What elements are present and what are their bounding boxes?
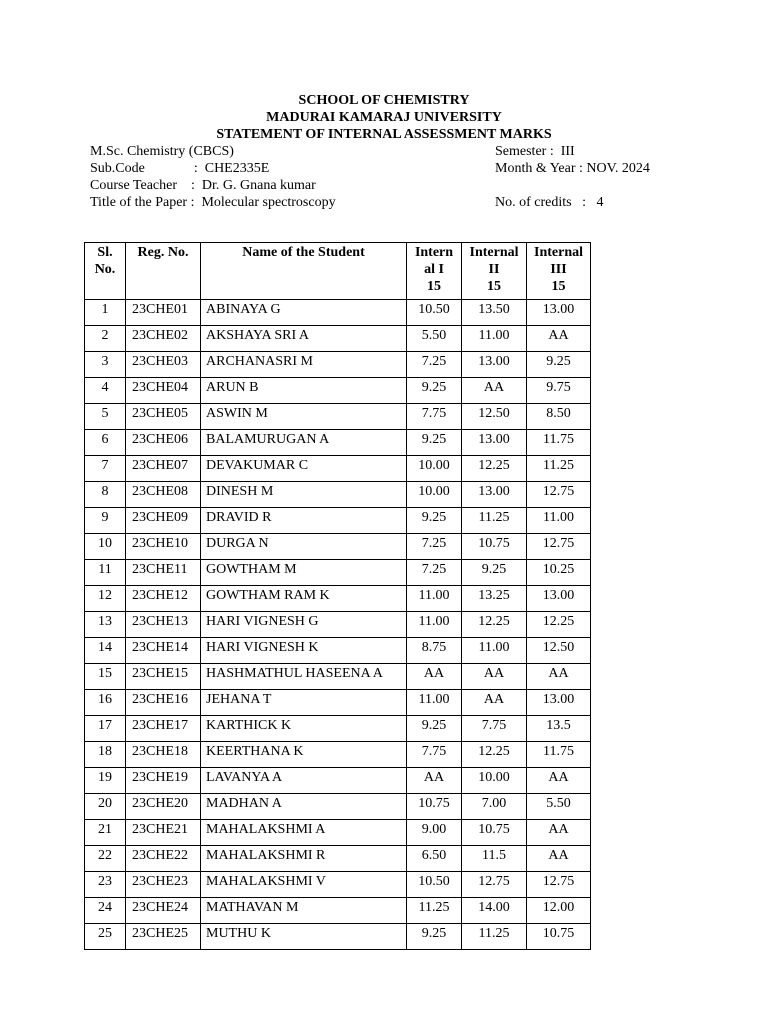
sl-no-cell: 17	[85, 716, 126, 742]
student-name-cell: GOWTHAM RAM K	[201, 586, 407, 612]
student-name-cell: GOWTHAM M	[201, 560, 407, 586]
internal-1-cell: AA	[407, 768, 462, 794]
internal-1-cell: 11.25	[407, 898, 462, 924]
internal-1-cell: 9.25	[407, 430, 462, 456]
header-internal-1-line1: Intern	[414, 245, 454, 260]
internal-3-cell: 12.50	[527, 638, 591, 664]
marks-table	[84, 242, 591, 950]
internal-1-cell: 11.00	[407, 586, 462, 612]
internal-3-cell: 12.00	[527, 898, 591, 924]
internal-2-cell: AA	[462, 378, 527, 404]
header-sl-no: Sl. No.	[85, 243, 126, 300]
header-internal-3-line2: III	[550, 262, 567, 277]
sl-no-cell: 21	[85, 820, 126, 846]
internal-1-cell: AA	[407, 664, 462, 690]
reg-no-cell: 23CHE17	[126, 716, 201, 742]
internal-1-cell: 10.50	[407, 300, 462, 326]
header-internal-2	[462, 243, 527, 300]
student-name-cell: MADHAN A	[201, 794, 407, 820]
table-header-row	[85, 243, 591, 300]
table-row	[85, 716, 591, 742]
table-row	[85, 534, 591, 560]
reg-no-cell: 23CHE24	[126, 898, 201, 924]
reg-no-cell: 23CHE09	[126, 508, 201, 534]
internal-2-cell: 11.5	[462, 846, 527, 872]
marks-table-body	[85, 300, 591, 950]
internal-2-cell: 12.25	[462, 456, 527, 482]
sl-no-cell: 12	[85, 586, 126, 612]
table-row	[85, 742, 591, 768]
reg-no-cell: 23CHE12	[126, 586, 201, 612]
reg-no-cell: 23CHE22	[126, 846, 201, 872]
internal-3-cell: AA	[527, 820, 591, 846]
school-title: SCHOOL OF CHEMISTRY	[298, 93, 470, 108]
reg-no-cell: 23CHE16	[126, 690, 201, 716]
table-row	[85, 352, 591, 378]
internal-3-cell: 9.75	[527, 378, 591, 404]
internal-1-cell: 9.00	[407, 820, 462, 846]
table-row	[85, 378, 591, 404]
header-internal-1	[407, 243, 462, 300]
internal-1-cell: 9.25	[407, 378, 462, 404]
reg-no-cell: 23CHE23	[126, 872, 201, 898]
student-name-cell: DURGA N	[201, 534, 407, 560]
internal-2-cell: 13.00	[462, 352, 527, 378]
semester: Semester : III	[495, 144, 575, 159]
internal-3-cell: 12.75	[527, 534, 591, 560]
internal-3-cell: AA	[527, 768, 591, 794]
internal-3-cell: 13.5	[527, 716, 591, 742]
sl-no-cell: 6	[85, 430, 126, 456]
internal-1-cell: 10.75	[407, 794, 462, 820]
sl-no-cell: 25	[85, 924, 126, 950]
internal-3-cell: 13.00	[527, 690, 591, 716]
table-row	[85, 872, 591, 898]
table-row	[85, 430, 591, 456]
internal-3-cell: 11.75	[527, 742, 591, 768]
reg-no-cell: 23CHE05	[126, 404, 201, 430]
header-internal-2-line2: II	[488, 262, 500, 277]
reg-no-cell: 23CHE02	[126, 326, 201, 352]
internal-2-cell: 13.00	[462, 430, 527, 456]
internal-1-cell: 6.50	[407, 846, 462, 872]
header-reg-no: Reg. No.	[126, 243, 201, 300]
sl-no-cell: 20	[85, 794, 126, 820]
internal-2-cell: 10.75	[462, 820, 527, 846]
internal-3-cell: 8.50	[527, 404, 591, 430]
sl-no-cell: 16	[85, 690, 126, 716]
table-row	[85, 898, 591, 924]
header-internal-3-line1: Internal	[534, 245, 583, 260]
internal-3-cell: 13.00	[527, 586, 591, 612]
internal-1-cell: 7.25	[407, 560, 462, 586]
internal-2-cell: 11.25	[462, 508, 527, 534]
internal-1-cell: 10.00	[407, 482, 462, 508]
internal-2-cell: 12.50	[462, 404, 527, 430]
table-row	[85, 664, 591, 690]
header-internal-1-line2: al I	[424, 262, 444, 277]
student-name-cell: BALAMURUGAN A	[201, 430, 407, 456]
student-name-cell: HASHMATHUL HASEENA A	[201, 664, 407, 690]
internal-2-cell: 7.75	[462, 716, 527, 742]
reg-no-cell: 23CHE15	[126, 664, 201, 690]
table-row	[85, 482, 591, 508]
table-row	[85, 300, 591, 326]
sl-no-cell: 8	[85, 482, 126, 508]
reg-no-cell: 23CHE08	[126, 482, 201, 508]
internal-2-cell: 12.75	[462, 872, 527, 898]
reg-no-cell: 23CHE25	[126, 924, 201, 950]
sub-code: Sub.Code : CHE2335E	[90, 161, 270, 176]
header-internal-1-max: 15	[427, 279, 441, 294]
internal-3-cell: 11.25	[527, 456, 591, 482]
internal-1-cell: 9.25	[407, 924, 462, 950]
table-row	[85, 404, 591, 430]
internal-3-cell: 10.25	[527, 560, 591, 586]
internal-1-cell: 10.00	[407, 456, 462, 482]
student-name-cell: MUTHU K	[201, 924, 407, 950]
reg-no-cell: 23CHE21	[126, 820, 201, 846]
internal-3-cell: AA	[527, 846, 591, 872]
month-year: Month & Year : NOV. 2024	[495, 161, 650, 176]
internal-2-cell: AA	[462, 664, 527, 690]
sl-no-cell: 19	[85, 768, 126, 794]
table-row	[85, 690, 591, 716]
student-name-cell: ARUN B	[201, 378, 407, 404]
sl-no-cell: 4	[85, 378, 126, 404]
sl-no-cell: 15	[85, 664, 126, 690]
header-internal-3-max: 15	[551, 279, 566, 294]
internal-1-cell: 11.00	[407, 690, 462, 716]
student-name-cell: HARI VIGNESH K	[201, 638, 407, 664]
course-teacher: Course Teacher : Dr. G. Gnana kumar	[90, 178, 316, 193]
internal-1-cell: 5.50	[407, 326, 462, 352]
university-title: MADURAI KAMARAJ UNIVERSITY	[266, 110, 502, 125]
table-row	[85, 820, 591, 846]
internal-2-cell: 14.00	[462, 898, 527, 924]
internal-3-cell: 12.75	[527, 482, 591, 508]
table-row	[85, 508, 591, 534]
student-name-cell: DRAVID R	[201, 508, 407, 534]
student-name-cell: DINESH M	[201, 482, 407, 508]
table-row	[85, 586, 591, 612]
credits: No. of credits : 4	[495, 195, 604, 210]
reg-no-cell: 23CHE18	[126, 742, 201, 768]
internal-3-cell: 11.75	[527, 430, 591, 456]
student-name-cell: MATHAVAN M	[201, 898, 407, 924]
student-name-cell: JEHANA T	[201, 690, 407, 716]
table-row	[85, 612, 591, 638]
student-name-cell: MAHALAKSHMI A	[201, 820, 407, 846]
sl-no-cell: 22	[85, 846, 126, 872]
internal-1-cell: 8.75	[407, 638, 462, 664]
header-internal-2-max: 15	[487, 279, 501, 294]
reg-no-cell: 23CHE19	[126, 768, 201, 794]
internal-3-cell: AA	[527, 326, 591, 352]
internal-3-cell: 11.00	[527, 508, 591, 534]
student-name-cell: ASWIN M	[201, 404, 407, 430]
sl-no-cell: 9	[85, 508, 126, 534]
reg-no-cell: 23CHE03	[126, 352, 201, 378]
internal-3-cell: 12.25	[527, 612, 591, 638]
internal-2-cell: 10.00	[462, 768, 527, 794]
statement-title: STATEMENT OF INTERNAL ASSESSMENT MARKS	[216, 127, 552, 142]
reg-no-cell: 23CHE14	[126, 638, 201, 664]
table-row	[85, 794, 591, 820]
reg-no-cell: 23CHE13	[126, 612, 201, 638]
internal-2-cell: 13.25	[462, 586, 527, 612]
reg-no-cell: 23CHE01	[126, 300, 201, 326]
programme: M.Sc. Chemistry (CBCS)	[90, 144, 234, 159]
student-name-cell: AKSHAYA SRI A	[201, 326, 407, 352]
sl-no-cell: 14	[85, 638, 126, 664]
student-name-cell: ARCHANASRI M	[201, 352, 407, 378]
internal-1-cell: 10.50	[407, 872, 462, 898]
internal-1-cell: 9.25	[407, 508, 462, 534]
reg-no-cell: 23CHE04	[126, 378, 201, 404]
table-row	[85, 638, 591, 664]
internal-3-cell: 12.75	[527, 872, 591, 898]
reg-no-cell: 23CHE07	[126, 456, 201, 482]
internal-3-cell: 13.00	[527, 300, 591, 326]
student-name-cell: DEVAKUMAR C	[201, 456, 407, 482]
internal-3-cell: 10.75	[527, 924, 591, 950]
student-name-cell: HARI VIGNESH G	[201, 612, 407, 638]
reg-no-cell: 23CHE06	[126, 430, 201, 456]
internal-3-cell: AA	[527, 664, 591, 690]
student-name-cell: KARTHICK K	[201, 716, 407, 742]
internal-2-cell: 11.00	[462, 326, 527, 352]
internal-2-cell: 9.25	[462, 560, 527, 586]
internal-2-cell: AA	[462, 690, 527, 716]
sl-no-cell: 2	[85, 326, 126, 352]
internal-1-cell: 9.25	[407, 716, 462, 742]
internal-3-cell: 5.50	[527, 794, 591, 820]
internal-1-cell: 7.25	[407, 352, 462, 378]
internal-2-cell: 12.25	[462, 612, 527, 638]
internal-2-cell: 7.00	[462, 794, 527, 820]
sl-no-cell: 10	[85, 534, 126, 560]
internal-2-cell: 10.75	[462, 534, 527, 560]
internal-3-cell: 9.25	[527, 352, 591, 378]
table-row	[85, 846, 591, 872]
sl-no-cell: 11	[85, 560, 126, 586]
reg-no-cell: 23CHE11	[126, 560, 201, 586]
sl-no-cell: 7	[85, 456, 126, 482]
internal-1-cell: 11.00	[407, 612, 462, 638]
sl-no-cell: 1	[85, 300, 126, 326]
sl-no-cell: 3	[85, 352, 126, 378]
student-name-cell: LAVANYA A	[201, 768, 407, 794]
header-student-name: Name of the Student	[201, 243, 407, 300]
internal-2-cell: 11.00	[462, 638, 527, 664]
sl-no-cell: 18	[85, 742, 126, 768]
sl-no-cell: 24	[85, 898, 126, 924]
student-name-cell: KEERTHANA K	[201, 742, 407, 768]
student-name-cell: MAHALAKSHMI V	[201, 872, 407, 898]
sl-no-cell: 5	[85, 404, 126, 430]
internal-2-cell: 12.25	[462, 742, 527, 768]
internal-1-cell: 7.25	[407, 534, 462, 560]
student-name-cell: ABINAYA G	[201, 300, 407, 326]
table-row	[85, 924, 591, 950]
reg-no-cell: 23CHE10	[126, 534, 201, 560]
sl-no-cell: 13	[85, 612, 126, 638]
table-row	[85, 560, 591, 586]
paper-title: Title of the Paper : Molecular spectroscopy	[90, 195, 336, 210]
sl-no-cell: 23	[85, 872, 126, 898]
student-name-cell: MAHALAKSHMI R	[201, 846, 407, 872]
reg-no-cell: 23CHE20	[126, 794, 201, 820]
header-internal-2-line1: Internal	[469, 245, 519, 260]
internal-2-cell: 11.25	[462, 924, 527, 950]
internal-1-cell: 7.75	[407, 742, 462, 768]
table-row	[85, 768, 591, 794]
internal-2-cell: 13.00	[462, 482, 527, 508]
table-row	[85, 326, 591, 352]
header-internal-3	[527, 243, 591, 300]
table-row	[85, 456, 591, 482]
internal-1-cell: 7.75	[407, 404, 462, 430]
internal-2-cell: 13.50	[462, 300, 527, 326]
